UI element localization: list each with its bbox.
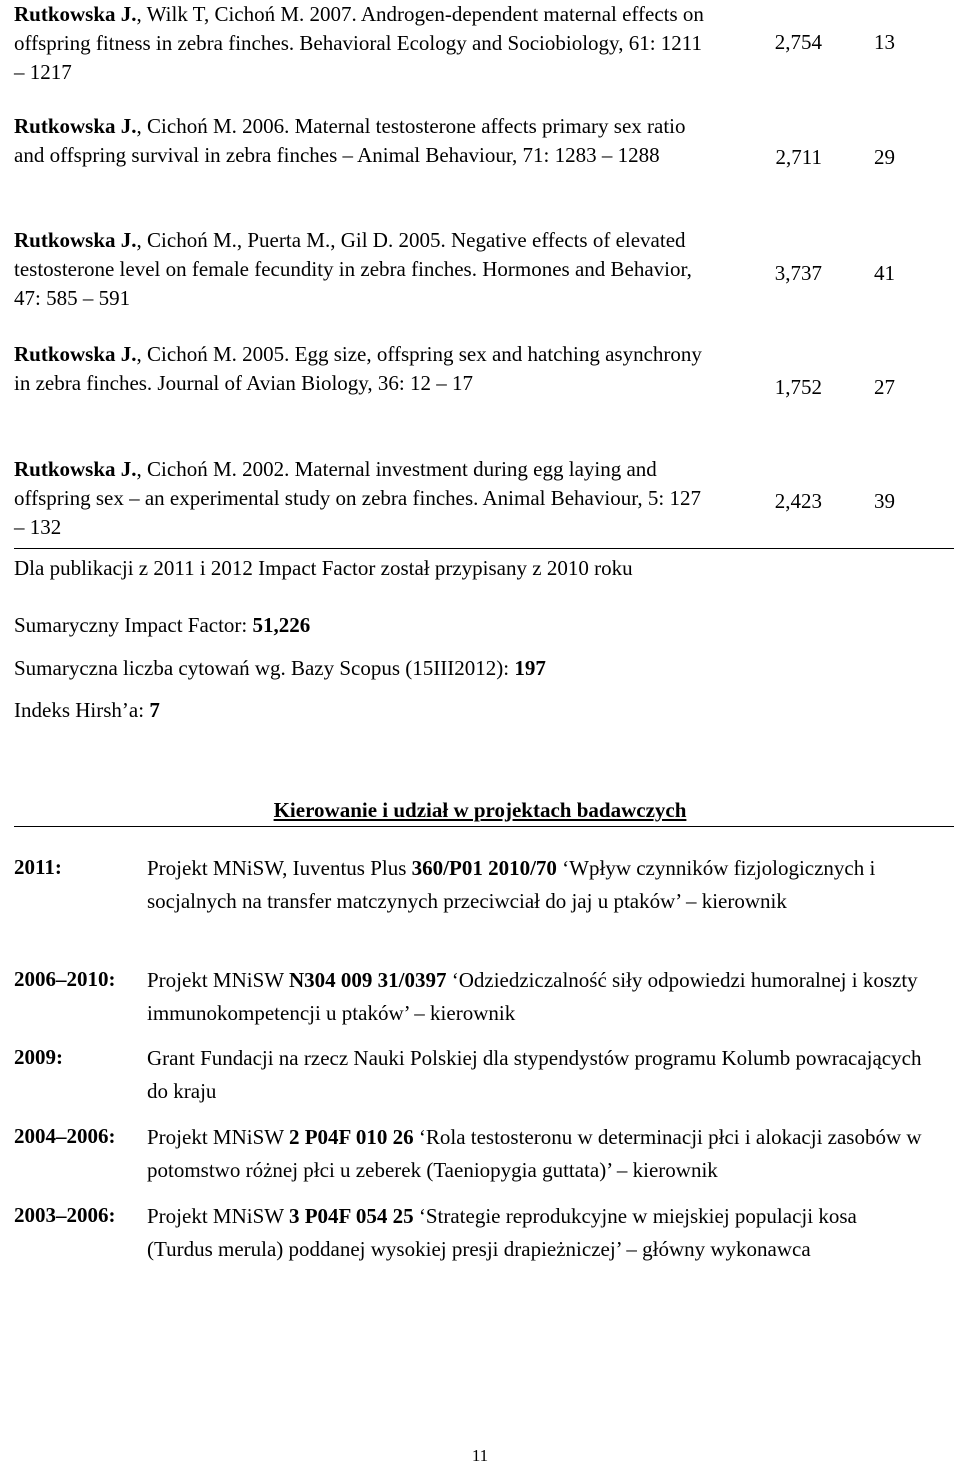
citation-count: 29 [874,145,895,169]
total-citations: Sumaryczna liczba cytowań wg. Bazy Scopus (15III2012): 197 [14,656,546,680]
total-impact-factor: Sumaryczny Impact Factor: 51,226 [14,613,311,637]
hirsch-index: Indeks Hirsh’a: 7 [14,698,160,722]
impact-factor-value: 1,752 [774,375,822,399]
projects-heading: Kierowanie i udział w projektach badawczych [273,798,687,822]
publication-entry: Rutkowska J., Cichoń M. 2002. Maternal investment during egg laying and offspring sex – an experimental study on zebra finches. Animal Behaviour, 5: 127 – 132 [14,457,701,539]
project-year: 2009: [14,1045,63,1069]
table-divider [14,548,954,549]
impact-factor-value: 2,423 [774,489,822,513]
citation-count: 27 [874,375,895,399]
impact-factor-value: 3,737 [774,261,822,285]
impact-factor-value: 2,711 [775,145,822,169]
publication-entry: Rutkowska J., Wilk T, Cichoń M. 2007. Androgen-dependent maternal effects on offspring fitness in zebra finches. Behavioral Ecology and Sociobiology, 61: 1211 – 1217 [14,2,704,84]
project-year: 2003–2006: [14,1203,116,1227]
project-description: Projekt MNiSW 3 P04F 054 25 ‘Strategie reprodukcyjne w miejskiej populacji kosa (Turdus merula) poddanej wysokiej presji drapieżniczej’ – główny wykonawca [147,1204,857,1261]
publication-entry: Rutkowska J., Cichoń M. 2005. Egg size, offspring sex and hatching asynchrony in zebra finches. Journal of Avian Biology, 36: 12 – 17 [14,342,702,395]
project-description: Projekt MNiSW, Iuventus Plus 360/P01 2010/70 ‘Wpływ czynników fizjologicznych i socjalnych na transfer matczynych przeciwciał do jaj u ptaków’ – kierownik [147,856,876,913]
impact-factor-value: 2,754 [774,30,822,54]
citation-count: 13 [874,30,895,54]
section-divider [14,826,954,827]
project-year: 2004–2006: [14,1124,116,1148]
citation-count: 39 [874,489,895,513]
citation-count: 41 [874,261,895,285]
publication-entry: Rutkowska J., Cichoń M., Puerta M., Gil D. 2005. Negative effects of elevated testosterone level on female fecundity in zebra finches. Hormones and Behavior, 47: 585 – 591 [14,228,692,310]
project-year: 2011: [14,855,62,879]
project-year: 2006–2010: [14,967,116,991]
impact-factor-note: Dla publikacji z 2011 i 2012 Impact Factor został przypisany z 2010 roku [14,556,633,580]
page-number: 11 [471,1446,489,1465]
publication-entry: Rutkowska J., Cichoń M. 2006. Maternal testosterone affects primary sex ratio and offspring survival in zebra finches – Animal Behaviour, 71: 1283 – 1288 [14,114,686,167]
project-description: Projekt MNiSW N304 009 31/0397 ‘Odziedziczalność siły odpowiedzi humoralnej i koszty immunokompetencji u ptaków’ – kierownik [147,968,918,1025]
project-description: Grant Fundacji na rzecz Nauki Polskiej dla stypendystów programu Kolumb powracających do kraju [147,1046,922,1103]
project-description: Projekt MNiSW 2 P04F 010 26 ‘Rola testosteronu w determinacji płci i alokacji zasobów w potomstwo różnej płci u zeberek (Taeniopygia guttata)’ – kierownik [147,1125,922,1182]
